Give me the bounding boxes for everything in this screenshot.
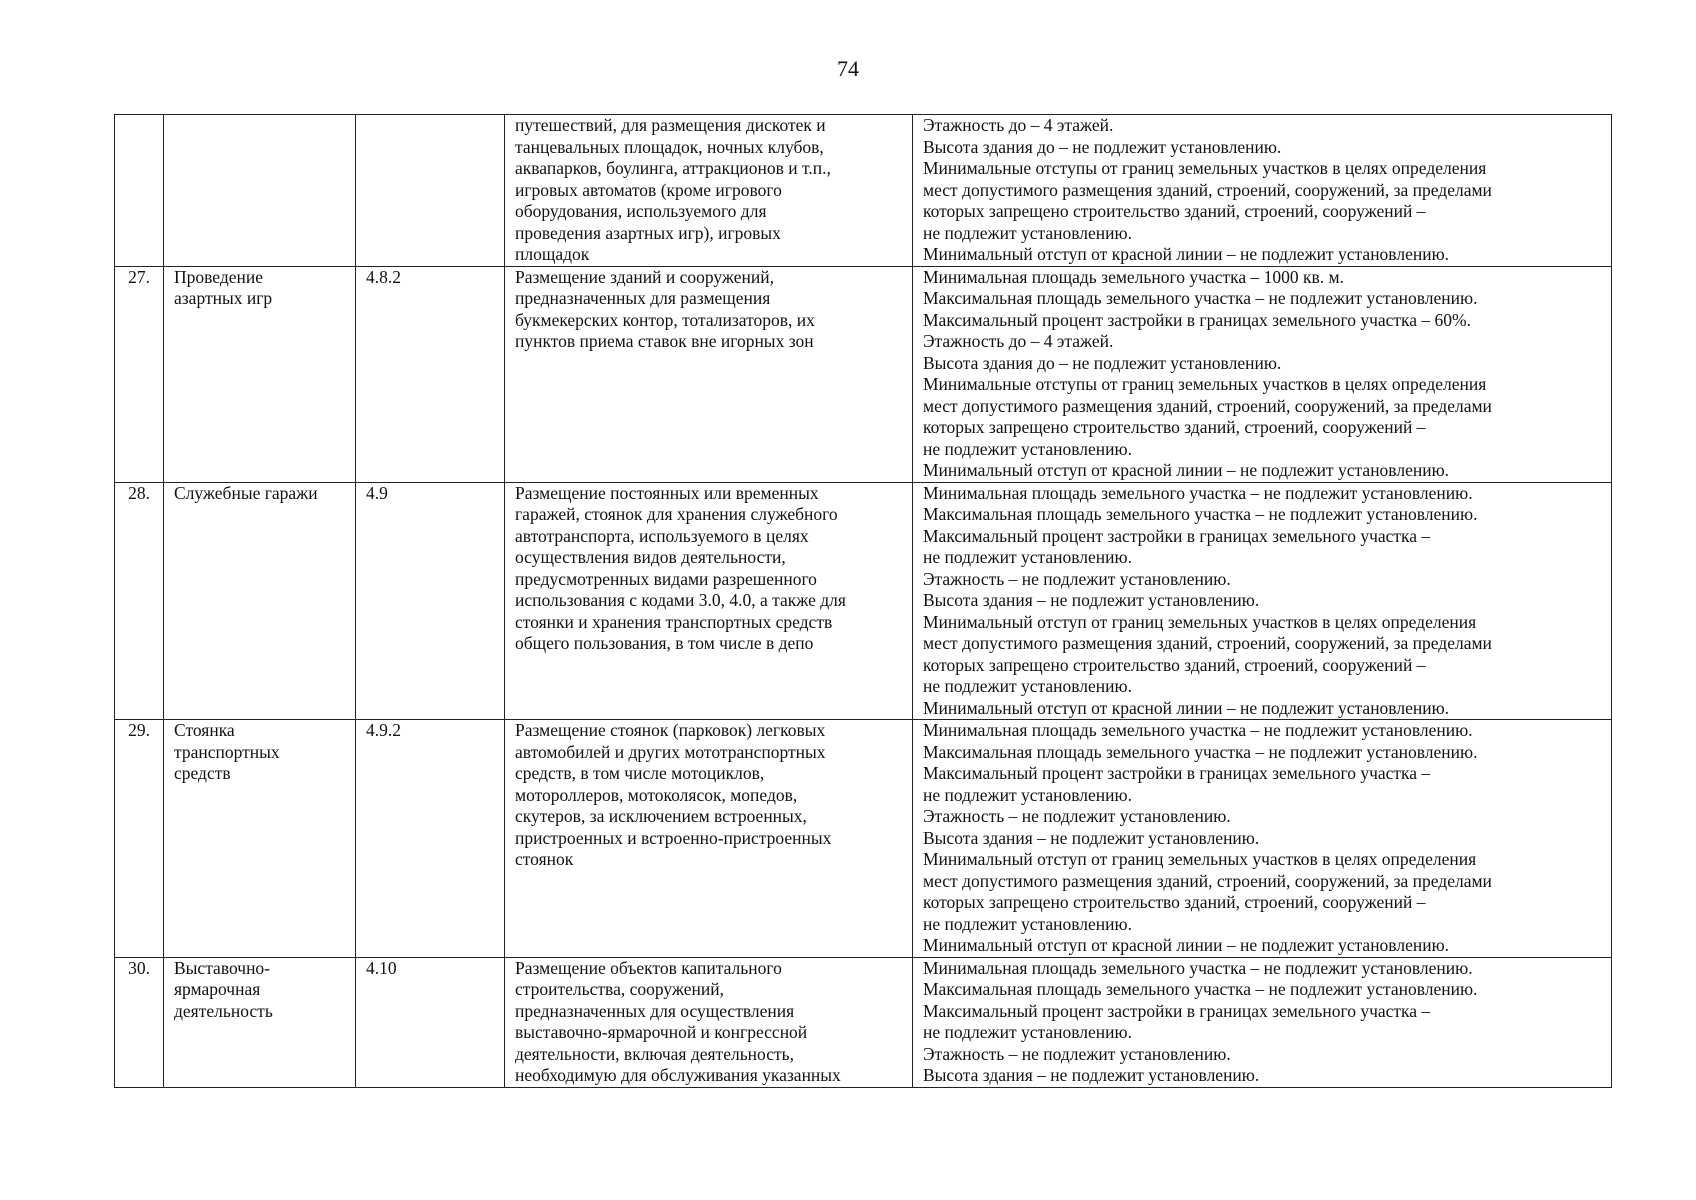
parameter-line: Минимальная площадь земельного участка – не подлежит установлению. bbox=[923, 720, 1473, 740]
parameter-line: которых запрещено строительство зданий, строений, сооружений – bbox=[923, 654, 1426, 675]
use-type-name-line: средств bbox=[174, 763, 231, 783]
use-type-code: 4.9.2 bbox=[366, 720, 401, 740]
row-number: 29. bbox=[128, 720, 150, 740]
description-line: проведения азартных игр), игровых bbox=[515, 222, 781, 243]
use-type-name-line: азартных игр bbox=[174, 288, 273, 308]
table-row bbox=[115, 115, 1612, 267]
use-type-description-cell bbox=[505, 957, 913, 1087]
table-row bbox=[115, 720, 1612, 958]
parameter-line: Максимальная площадь земельного участка – не подлежит установлению. bbox=[923, 504, 1478, 524]
parameter-line: Этажность – не подлежит установлению. bbox=[923, 1043, 1231, 1064]
table-body bbox=[115, 115, 1612, 1088]
use-type-description-cell bbox=[505, 266, 913, 482]
parameter-line: Минимальный отступ от границ земельных участков в целях определения bbox=[923, 849, 1477, 869]
description-line: выставочно-ярмарочной и конгрессной bbox=[515, 1022, 808, 1042]
parameter-line: мест допустимого размещения зданий, строений, сооружений, за пределами bbox=[923, 633, 1492, 653]
use-type-name-line: транспортных bbox=[174, 741, 280, 762]
table-row bbox=[115, 266, 1612, 482]
use-type-code-cell bbox=[356, 720, 505, 958]
use-type-code-cell bbox=[356, 266, 505, 482]
parameter-line: не подлежит установлению. bbox=[923, 222, 1132, 243]
parameter-line: которых запрещено строительство зданий, строений, сооружений – bbox=[923, 417, 1426, 437]
parameter-line: которых запрещено строительство зданий, строений, сооружений – bbox=[923, 201, 1426, 221]
use-type-code: 4.9 bbox=[366, 482, 388, 503]
parameter-line: Максимальный процент застройки в границах земельного участка – 60%. bbox=[923, 309, 1472, 330]
row-number-cell bbox=[115, 482, 164, 720]
use-type-name-cell bbox=[164, 720, 356, 958]
description-line: средств, в том числе мотоциклов, bbox=[515, 763, 765, 783]
table-row bbox=[115, 957, 1612, 1087]
parameter-line: Этажность до – 4 этажей. bbox=[923, 115, 1114, 135]
use-type-name-line: Стоянка bbox=[174, 720, 235, 740]
description-line: оборудования, используемого для bbox=[515, 201, 767, 221]
parameter-line: Этажность – не подлежит установлению. bbox=[923, 568, 1231, 589]
parameters-cell bbox=[913, 115, 1612, 267]
parameter-line: не подлежит установлению. bbox=[923, 1022, 1132, 1042]
parameter-line: Максимальная площадь земельного участка – не подлежит установлению. bbox=[923, 741, 1478, 762]
parameters-cell bbox=[913, 266, 1612, 482]
parameter-line: не подлежит установлению. bbox=[923, 676, 1132, 696]
parameter-line: мест допустимого размещения зданий, строений, сооружений, за пределами bbox=[923, 179, 1492, 200]
row-number-cell bbox=[115, 957, 164, 1087]
row-number: 27. bbox=[128, 266, 150, 287]
parameter-line: Минимальная площадь земельного участка – 1000 кв. м. bbox=[923, 266, 1344, 287]
use-type-name-line: ярмарочная bbox=[174, 979, 261, 999]
description-line: букмекерских контор, тотализаторов, их bbox=[515, 309, 815, 330]
description-line: игровых автоматов (кроме игрового bbox=[515, 179, 782, 200]
description-line: общего пользования, в том числе в депо bbox=[515, 633, 814, 653]
parameter-line: не подлежит установлению. bbox=[923, 784, 1132, 805]
description-line: Размещение стоянок (парковок) легковых bbox=[515, 720, 826, 740]
description-line: площадок bbox=[515, 244, 590, 264]
parameter-line: Этажность – не подлежит установлению. bbox=[923, 806, 1231, 826]
description-line: аквапарков, боулинга, аттракционов и т.п., bbox=[515, 158, 831, 178]
parameter-line: Минимальные отступы от границ земельных участков в целях определения bbox=[923, 374, 1487, 394]
use-type-description-cell bbox=[505, 720, 913, 958]
description-line: Размещение зданий и сооружений, bbox=[515, 266, 775, 287]
table-row bbox=[115, 482, 1612, 720]
parameter-line: Минимальный отступ от красной линии – не подлежит установлению. bbox=[923, 244, 1450, 264]
description-line: осуществления видов деятельности, bbox=[515, 547, 786, 567]
parameter-line: Максимальный процент застройки в границах земельного участка – bbox=[923, 763, 1431, 783]
row-number: 28. bbox=[128, 482, 150, 503]
description-line: Размещение объектов капитального bbox=[515, 957, 782, 978]
use-type-code-cell bbox=[356, 957, 505, 1087]
parameter-line: не подлежит установлению. bbox=[923, 438, 1132, 459]
parameter-line: мест допустимого размещения зданий, строений, сооружений, за пределами bbox=[923, 395, 1492, 416]
use-type-name-cell bbox=[164, 266, 356, 482]
description-line: гаражей, стоянок для хранения служебного bbox=[515, 504, 838, 524]
use-type-name-line: Служебные гаражи bbox=[174, 482, 318, 503]
description-line: путешествий, для размещения дискотек и bbox=[515, 115, 826, 135]
parameter-line: которых запрещено строительство зданий, строений, сооружений – bbox=[923, 892, 1426, 912]
use-type-description-cell bbox=[505, 482, 913, 720]
description-line: пристроенных и встроенно-пристроенных bbox=[515, 827, 832, 848]
parameter-line: Минимальный отступ от красной линии – не подлежит установлению. bbox=[923, 935, 1450, 955]
parameter-line: Высота здания до – не подлежит установлению. bbox=[923, 352, 1282, 373]
description-line: предусмотренных видами разрешенного bbox=[515, 568, 817, 589]
parameter-line: Высота здания – не подлежит установлению. bbox=[923, 590, 1260, 610]
use-type-code: 4.8.2 bbox=[366, 266, 401, 287]
description-line: деятельности, включая деятельность, bbox=[515, 1043, 795, 1064]
parameter-line: Минимальные отступы от границ земельных участков в целях определения bbox=[923, 158, 1487, 178]
description-line: автотранспорта, используемого в целях bbox=[515, 525, 809, 546]
use-type-name-cell bbox=[164, 115, 356, 267]
parameter-line: Высота здания до – не подлежит установлению. bbox=[923, 136, 1282, 157]
parameters-cell bbox=[913, 720, 1612, 958]
parameter-line: Максимальная площадь земельного участка – не подлежит установлению. bbox=[923, 979, 1478, 999]
use-type-code-cell bbox=[356, 115, 505, 267]
row-number-cell bbox=[115, 266, 164, 482]
parameters-cell bbox=[913, 482, 1612, 720]
parameter-line: Максимальная площадь земельного участка – не подлежит установлению. bbox=[923, 288, 1478, 308]
use-type-code: 4.10 bbox=[366, 957, 397, 978]
description-line: мотороллеров, мотоколясок, мопедов, bbox=[515, 784, 798, 805]
use-type-name-cell bbox=[164, 957, 356, 1087]
parameter-line: Максимальный процент застройки в границах земельного участка – bbox=[923, 525, 1431, 546]
parameter-line: Максимальный процент застройки в границах земельного участка – bbox=[923, 1000, 1431, 1021]
parameter-line: мест допустимого размещения зданий, строений, сооружений, за пределами bbox=[923, 870, 1492, 891]
description-line: необходимую для обслуживания указанных bbox=[515, 1065, 841, 1085]
page-number: 74 bbox=[837, 56, 859, 81]
parameter-line: Минимальная площадь земельного участка – не подлежит установлению. bbox=[923, 482, 1473, 503]
use-type-name-line: Выставочно- bbox=[174, 957, 271, 978]
description-line: предназначенных для осуществления bbox=[515, 1000, 795, 1021]
description-line: скутеров, за исключением встроенных, bbox=[515, 806, 807, 826]
description-line: строительства, сооружений, bbox=[515, 979, 724, 999]
row-number-cell bbox=[115, 115, 164, 267]
row-number: 30. bbox=[128, 957, 150, 978]
description-line: пунктов приема ставок вне игорных зон bbox=[515, 331, 814, 351]
parameter-line: Минимальная площадь земельного участка – не подлежит установлению. bbox=[923, 957, 1473, 978]
description-line: стоянок bbox=[515, 849, 574, 869]
description-line: предназначенных для размещения bbox=[515, 288, 771, 308]
use-type-name-line: Проведение bbox=[174, 266, 264, 287]
use-type-name-line: деятельность bbox=[174, 1000, 273, 1021]
parameter-line: Минимальный отступ от красной линии – не подлежит установлению. bbox=[923, 697, 1450, 718]
description-line: стоянки и хранения транспортных средств bbox=[515, 611, 833, 632]
description-line: использования с кодами 3.0, 4.0, а также для bbox=[515, 590, 846, 610]
description-line: Размещение постоянных или временных bbox=[515, 482, 819, 503]
parameter-line: Высота здания – не подлежит установлению. bbox=[923, 827, 1260, 848]
use-type-code-cell bbox=[356, 482, 505, 720]
description-line: автомобилей и других мототранспортных bbox=[515, 741, 826, 762]
parameter-line: Этажность до – 4 этажей. bbox=[923, 331, 1114, 351]
land-use-regulations-table bbox=[114, 114, 1612, 1088]
parameter-line: Минимальный отступ от красной линии – не подлежит установлению. bbox=[923, 460, 1450, 480]
description-line: танцевальных площадок, ночных клубов, bbox=[515, 136, 824, 157]
parameter-line: Минимальный отступ от границ земельных участков в целях определения bbox=[923, 611, 1477, 632]
parameter-line: не подлежит установлению. bbox=[923, 913, 1132, 934]
use-type-name-cell bbox=[164, 482, 356, 720]
parameter-line: не подлежит установлению. bbox=[923, 547, 1132, 567]
parameters-cell bbox=[913, 957, 1612, 1087]
row-number-cell bbox=[115, 720, 164, 958]
parameter-line: Высота здания – не подлежит установлению. bbox=[923, 1065, 1260, 1085]
use-type-description-cell bbox=[505, 115, 913, 267]
